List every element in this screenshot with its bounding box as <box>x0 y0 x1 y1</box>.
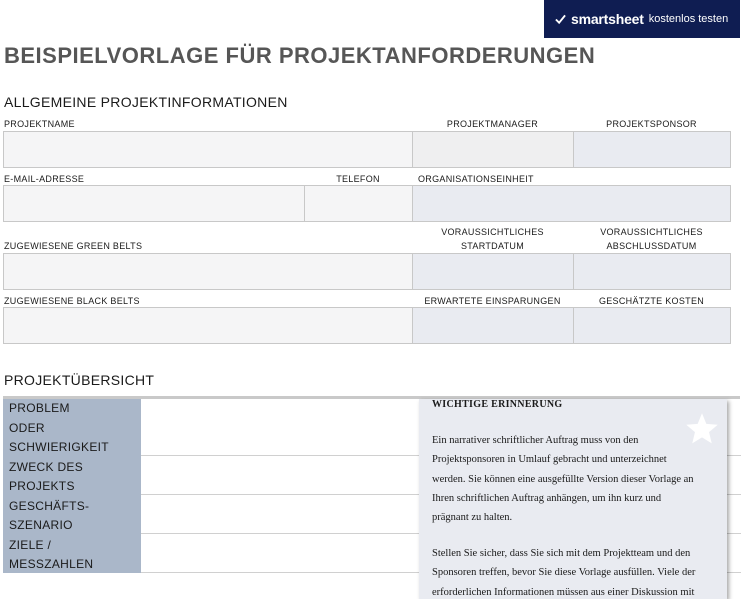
reminder-line: Ein narrativer schriftlicher Auftrag muss von den <box>432 435 639 446</box>
overview-input-area[interactable] <box>141 399 419 573</box>
overview-row-2 <box>3 438 141 477</box>
field-projektsponsor[interactable] <box>573 131 731 168</box>
section-heading-general: ALLGEMEINE PROJEKTINFORMATIONEN <box>4 94 288 110</box>
reminder-line: werden. Sie können eine ausgefüllte Version dieser Vorlage an <box>432 473 694 485</box>
label-black-belts: ZUGEWIESENE BLACK BELTS <box>4 296 140 306</box>
label-start-2: STARTDATUM <box>461 241 524 251</box>
label-email: E-MAIL-ADRESSE <box>4 174 85 184</box>
field-end-date[interactable] <box>573 253 731 290</box>
reminder-line: prägnant zu halten. <box>432 512 513 524</box>
label-projektname: PROJEKTNAME <box>4 119 75 129</box>
reminder-line: Sponsoren treffen, bevor Sie diese Vorlage ausfüllen. Viele der <box>432 567 696 579</box>
label-telefon: TELEFON <box>336 174 380 184</box>
smartsheet-banner[interactable] <box>544 0 740 38</box>
overview-row-1-line-2: ODER <box>9 420 45 435</box>
field-start-date[interactable] <box>412 253 574 290</box>
field-organisation[interactable] <box>412 185 731 222</box>
field-costs[interactable] <box>573 307 731 344</box>
label-green-belts: ZUGEWIESENE GREEN BELTS <box>4 241 143 251</box>
overview-row-5-line-1: MESSZAHLEN <box>9 557 94 571</box>
field-projektname[interactable] <box>3 131 413 168</box>
field-savings[interactable] <box>412 307 574 344</box>
brand-name: smartsheet <box>571 11 644 27</box>
reminder-note <box>419 399 727 599</box>
reminder-title: WICHTIGE ERINNERUNG <box>432 399 563 410</box>
page-title: BEISPIELVORLAGE FÜR PROJEKTANFORDERUNGEN <box>4 43 596 68</box>
field-black-belts[interactable] <box>3 307 413 344</box>
overview-row-1 <box>3 399 141 438</box>
section-heading-overview: PROJEKTÜBERSICHT <box>4 372 155 388</box>
overview-row-3-line-1: PROJEKTS <box>9 479 75 493</box>
reminder-line: Stellen Sie sicher, dass Sie sich mit dem Projektteam und den <box>432 548 691 559</box>
overview-row-4-line-1: SZENARIO <box>9 518 73 532</box>
label-costs: GESCHÄTZTE KOSTEN <box>598 296 705 306</box>
overview-row-3-line-2: GESCHÄFTS- <box>9 498 90 513</box>
label-savings: ERWARTETE EINSPARUNGEN <box>424 296 561 306</box>
overview-row-4 <box>3 516 141 555</box>
overview-row-1-line-1: PROBLEM <box>9 401 70 415</box>
reminder-line: Ihren schriftlichen Auftrag anhängen, um ihn kurz und <box>432 492 662 504</box>
overview-row-3 <box>3 477 141 516</box>
label-projektsponsor: PROJEKTSPONSOR <box>606 119 697 129</box>
overview-row-2-line-2: ZWECK DES <box>9 459 84 474</box>
label-projektmanager: PROJEKTMANAGER <box>446 119 539 129</box>
field-telefon[interactable] <box>304 185 413 222</box>
reminder-line: erforderlichen Informationen müssen aus einer Diskussion mit <box>432 586 695 598</box>
reminder-paragraph-1 <box>432 431 717 527</box>
overview-row-5 <box>3 555 141 573</box>
overview-row-2-line-1: SCHWIERIGKEIT <box>9 440 109 454</box>
reminder-line: Projektsponsoren in Umlauf gebracht und unterzeichnet <box>432 454 667 466</box>
field-green-belts[interactable] <box>3 253 413 290</box>
smartsheet-logo-icon <box>555 14 566 25</box>
reminder-paragraph-2 <box>432 544 717 599</box>
field-projektmanager[interactable] <box>412 131 574 168</box>
overview-row-4-line-2: ZIELE / <box>9 537 52 552</box>
label-end-2: ABSCHLUSSDATUM <box>606 241 697 251</box>
free-trial-link[interactable]: kostenlos testen <box>648 13 729 25</box>
label-end-1: VORAUSSICHTLICHES <box>600 227 703 237</box>
label-organisation: ORGANISATIONSEINHEIT <box>418 174 534 184</box>
label-start-1: VORAUSSICHTLICHES <box>441 227 544 237</box>
field-email[interactable] <box>3 185 305 222</box>
